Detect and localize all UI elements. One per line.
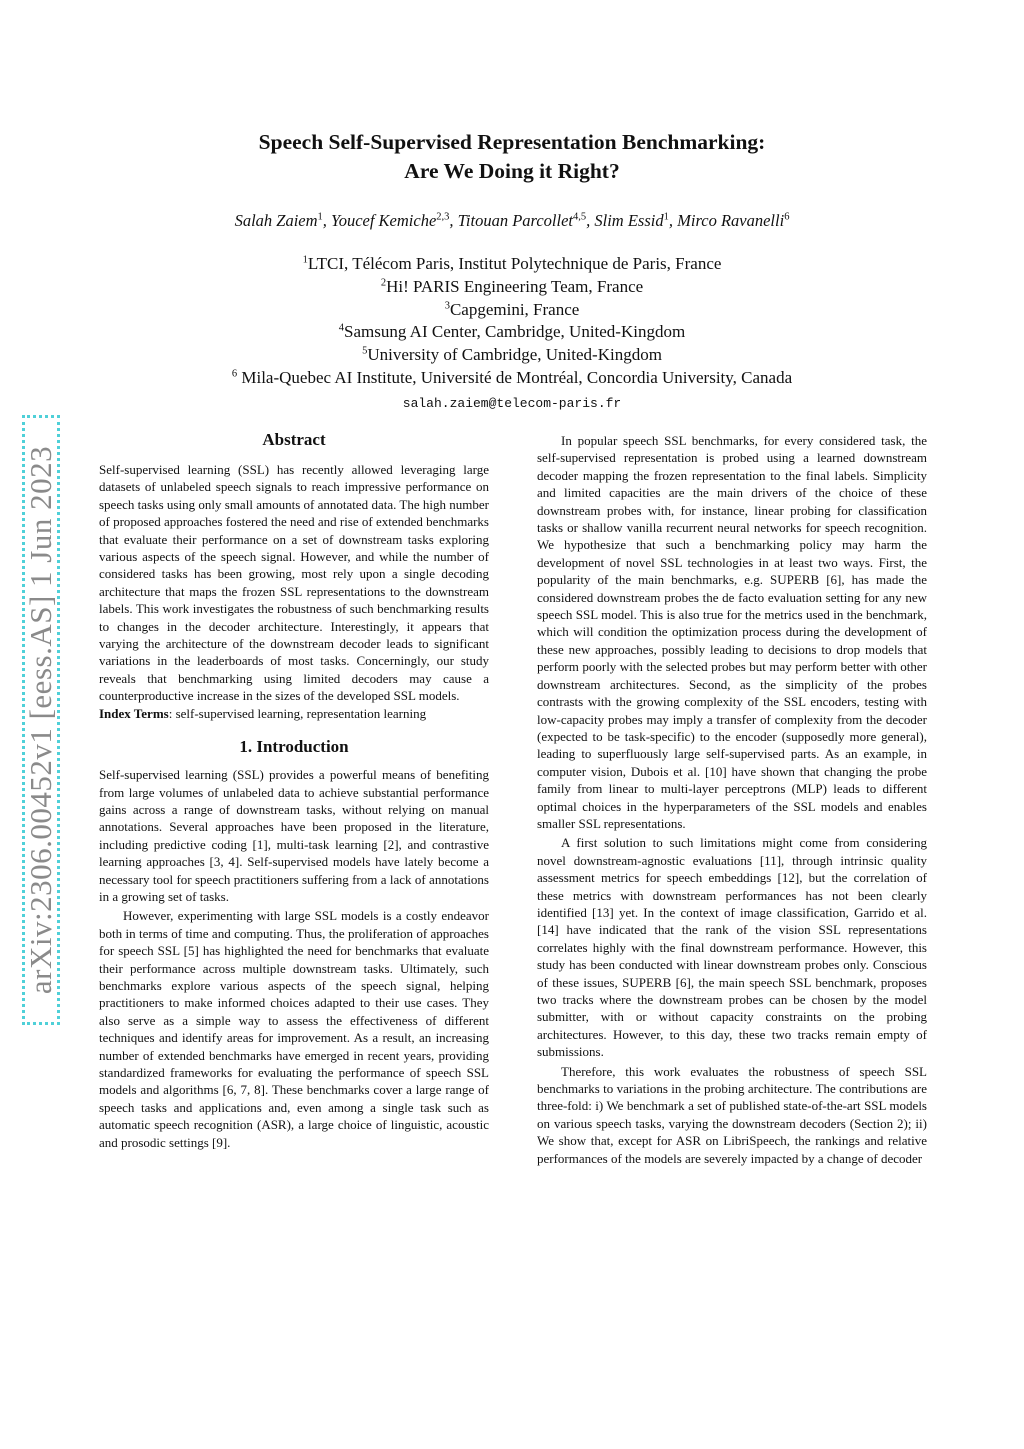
author: Slim Essid$^1$, (594, 211, 678, 230)
arxiv-stamp-text: arXiv:2306.00452v1 [eess.AS] 1 Jun 2023 (23, 445, 58, 995)
affiliation: $^4$Samsung AI Center, Cambridge, United-Kingdom (338, 322, 686, 342)
left-column (99, 425, 489, 1151)
author: Mirco Ravanelli$^6$ (677, 211, 790, 230)
arxiv-stamp[interactable] (22, 415, 62, 1027)
title-line-2: Are We Doing it Right? (404, 159, 620, 183)
paper-title (0, 128, 1024, 186)
author: Titouan Parcollet$^{4,5}$, (457, 211, 595, 230)
author-list (0, 209, 1024, 233)
abstract-text: Self-supervised learning (SSL) has recently allowed leveraging large datasets of unlabeled speech signals to reach impressive performance on speech tasks using only small amounts of annotated data. The high number of proposed approaches fostered the need and rise of extended benchmarks that evaluate their performance on a set of downstream tasks exploring various aspects of the speech signal. However, and while the number of considered tasks has been growing, most rely upon a single decoding architecture that maps the frozen SSL representations to the downstream labels. This work investigates the robustness of such benchmarking results to changes in the decoder architecture. Interestingly, it appears that varying the architecture of the downstream decoder leads to significant variations in the leaderboards of most tasks. Concerningly, our study reveals that benchmarking using limited decoders may cause a counterproductive increase in the sizes of the developed SSL models. (99, 462, 489, 704)
intro-paragraph: However, experimenting with large SSL models is a costly endeavor both in terms of time and computing. Thus, the proliferation of approaches for speech SSL [5] has highlighted the need for benchmarks that evaluate their performance across multiple downstream tasks. Ultimately, such benchmarks explore various aspects of the speech signal, helping practitioners to make informed choices adapted to their use cases. They also serve as a simple way to assess the effectiveness of different techniques and identify areas for improvement. As a result, an increasing number of extended benchmarks have emerged in recent years, providing standardized frameworks for evaluating the performance of speech SSL models and algorithms [6, 7, 8]. These benchmarks cover a large range of speech tasks and applications and, even among a single task such as automatic speech recognition (ASR), a large choice of linguistic, acoustic and prosodic settings [9]. (99, 908, 489, 1150)
affiliation: $^2$Hi! PARIS Engineering Team, France (380, 276, 644, 296)
affiliation: $^6$ Mila-Quebec AI Institute, Université de Montréal, Concordia University, Canada (231, 367, 793, 387)
title-line-1: Speech Self-Supervised Representation Benchmarking: (258, 130, 766, 154)
author: Salah Zaiem$^1$, (234, 211, 332, 230)
index-terms-text: : self-supervised learning, representation learning (168, 705, 427, 721)
affiliation-list (0, 253, 1024, 390)
body-paragraph: A first solution to such limitations might come from considering novel downstream-agnostic evaluations [11], through intrinsic quality assessment metrics for speech embeddings [12], but the correlation of these metrics with downstream performances has not been clearly identified [13] yet. In the context of image classification, Garrido et al. [14] have indicated that the rank of the vision SSL representations correlates highly with the final downstream performance. However, this study has been conducted with linear downstream probes only. Conscious of these issues, SUPERB [6], the main speech SSL benchmark, proposes two tracks where the downstream probes can be chosen by the model submitter, with or without capacity constraints on the probing architectures. However, to this day, these two tracks remain empty of submissions. (537, 835, 927, 1060)
affiliation: $^1$LTCI, Télécom Paris, Institut Polytechnique de Paris, France (302, 254, 722, 273)
body-paragraph: Therefore, this work evaluates the robustness of speech SSL benchmarks to variations in the probing architecture. The contributions are three-fold: i) We benchmark a set of published state-of-the-art SSL models on various speech tasks, varying the downstream decoders (Section 2); ii) We show that, except for ASR on LibriSpeech, the rankings and relative performances of the models are severely impacted by a change of decoder (537, 1063, 927, 1166)
author: Youcef Kemiche$^{2,3}$, (331, 211, 458, 230)
abstract-heading: Abstract (262, 430, 326, 449)
index-terms-label: Index Terms (99, 705, 169, 721)
affiliation: $^3$Capgemini, France (444, 299, 580, 319)
right-column (537, 430, 927, 1167)
intro-paragraph: Self-supervised learning (SSL) provides a powerful means of benefiting from large volumes of unlabeled data to achieve substantial performance gains across a range of downstream tasks, without relying on manual annotations. Several approaches have been proposed in the literature, including predictive coding [1], multi-task learning [2], and contrastive learning approaches [3, 4]. Self-supervised models have lately become a necessary tool for speech practitioners suffering from a lack of annotations in a growing set of tasks. (99, 767, 489, 904)
index-terms (99, 705, 489, 722)
introduction-heading: 1. Introduction (239, 737, 349, 757)
affiliation: $^5$University of Cambridge, United-Kingdom (362, 345, 662, 365)
body-paragraph: In popular speech SSL benchmarks, for every considered task, the self-supervised representation is probed using a learned downstream decoder mapping the frozen representation to the final labels. Simplicity and limited capacities are the main drivers of the choice of these downstream probes with, for instance, linear probing for classification tasks or shallow vanilla recurrent neural networks for speech recognition. We hypothesize that such a benchmarking policy may harm the development of novel SSL technologies in at least two ways. First, the popularity of the main benchmarks, e.g. SUPERB [6], has made the considered downstream probes the de facto evaluation setting for any new speech SSL model. This is also true for the metrics used in the benchmark, which will condition the optimization process during the development of these new approaches, possibly leading to decisions to drop models that perform poorly with the selected probes but may perform better with other downstream architectures. Second, as the simplicity of the probes contrasts with the growing complexity of the SSL encoders, testing with low-capacity probes may imply a transfer of complexity from the decoder (expected to be task-specific) to the encoder (supposedly more general), leading to superfluously large self-supervised parts. As an example, in computer vision, Dubois et al. [10] have shown that changing the probe family from linear to multi-layer perceptrons (MLP) leads to different optimal choices in the hyperparameters of the SSL models and enables smaller SSL representations. (537, 433, 927, 831)
contact-email[interactable]: salah.zaiem@telecom-paris.fr (402, 396, 622, 411)
